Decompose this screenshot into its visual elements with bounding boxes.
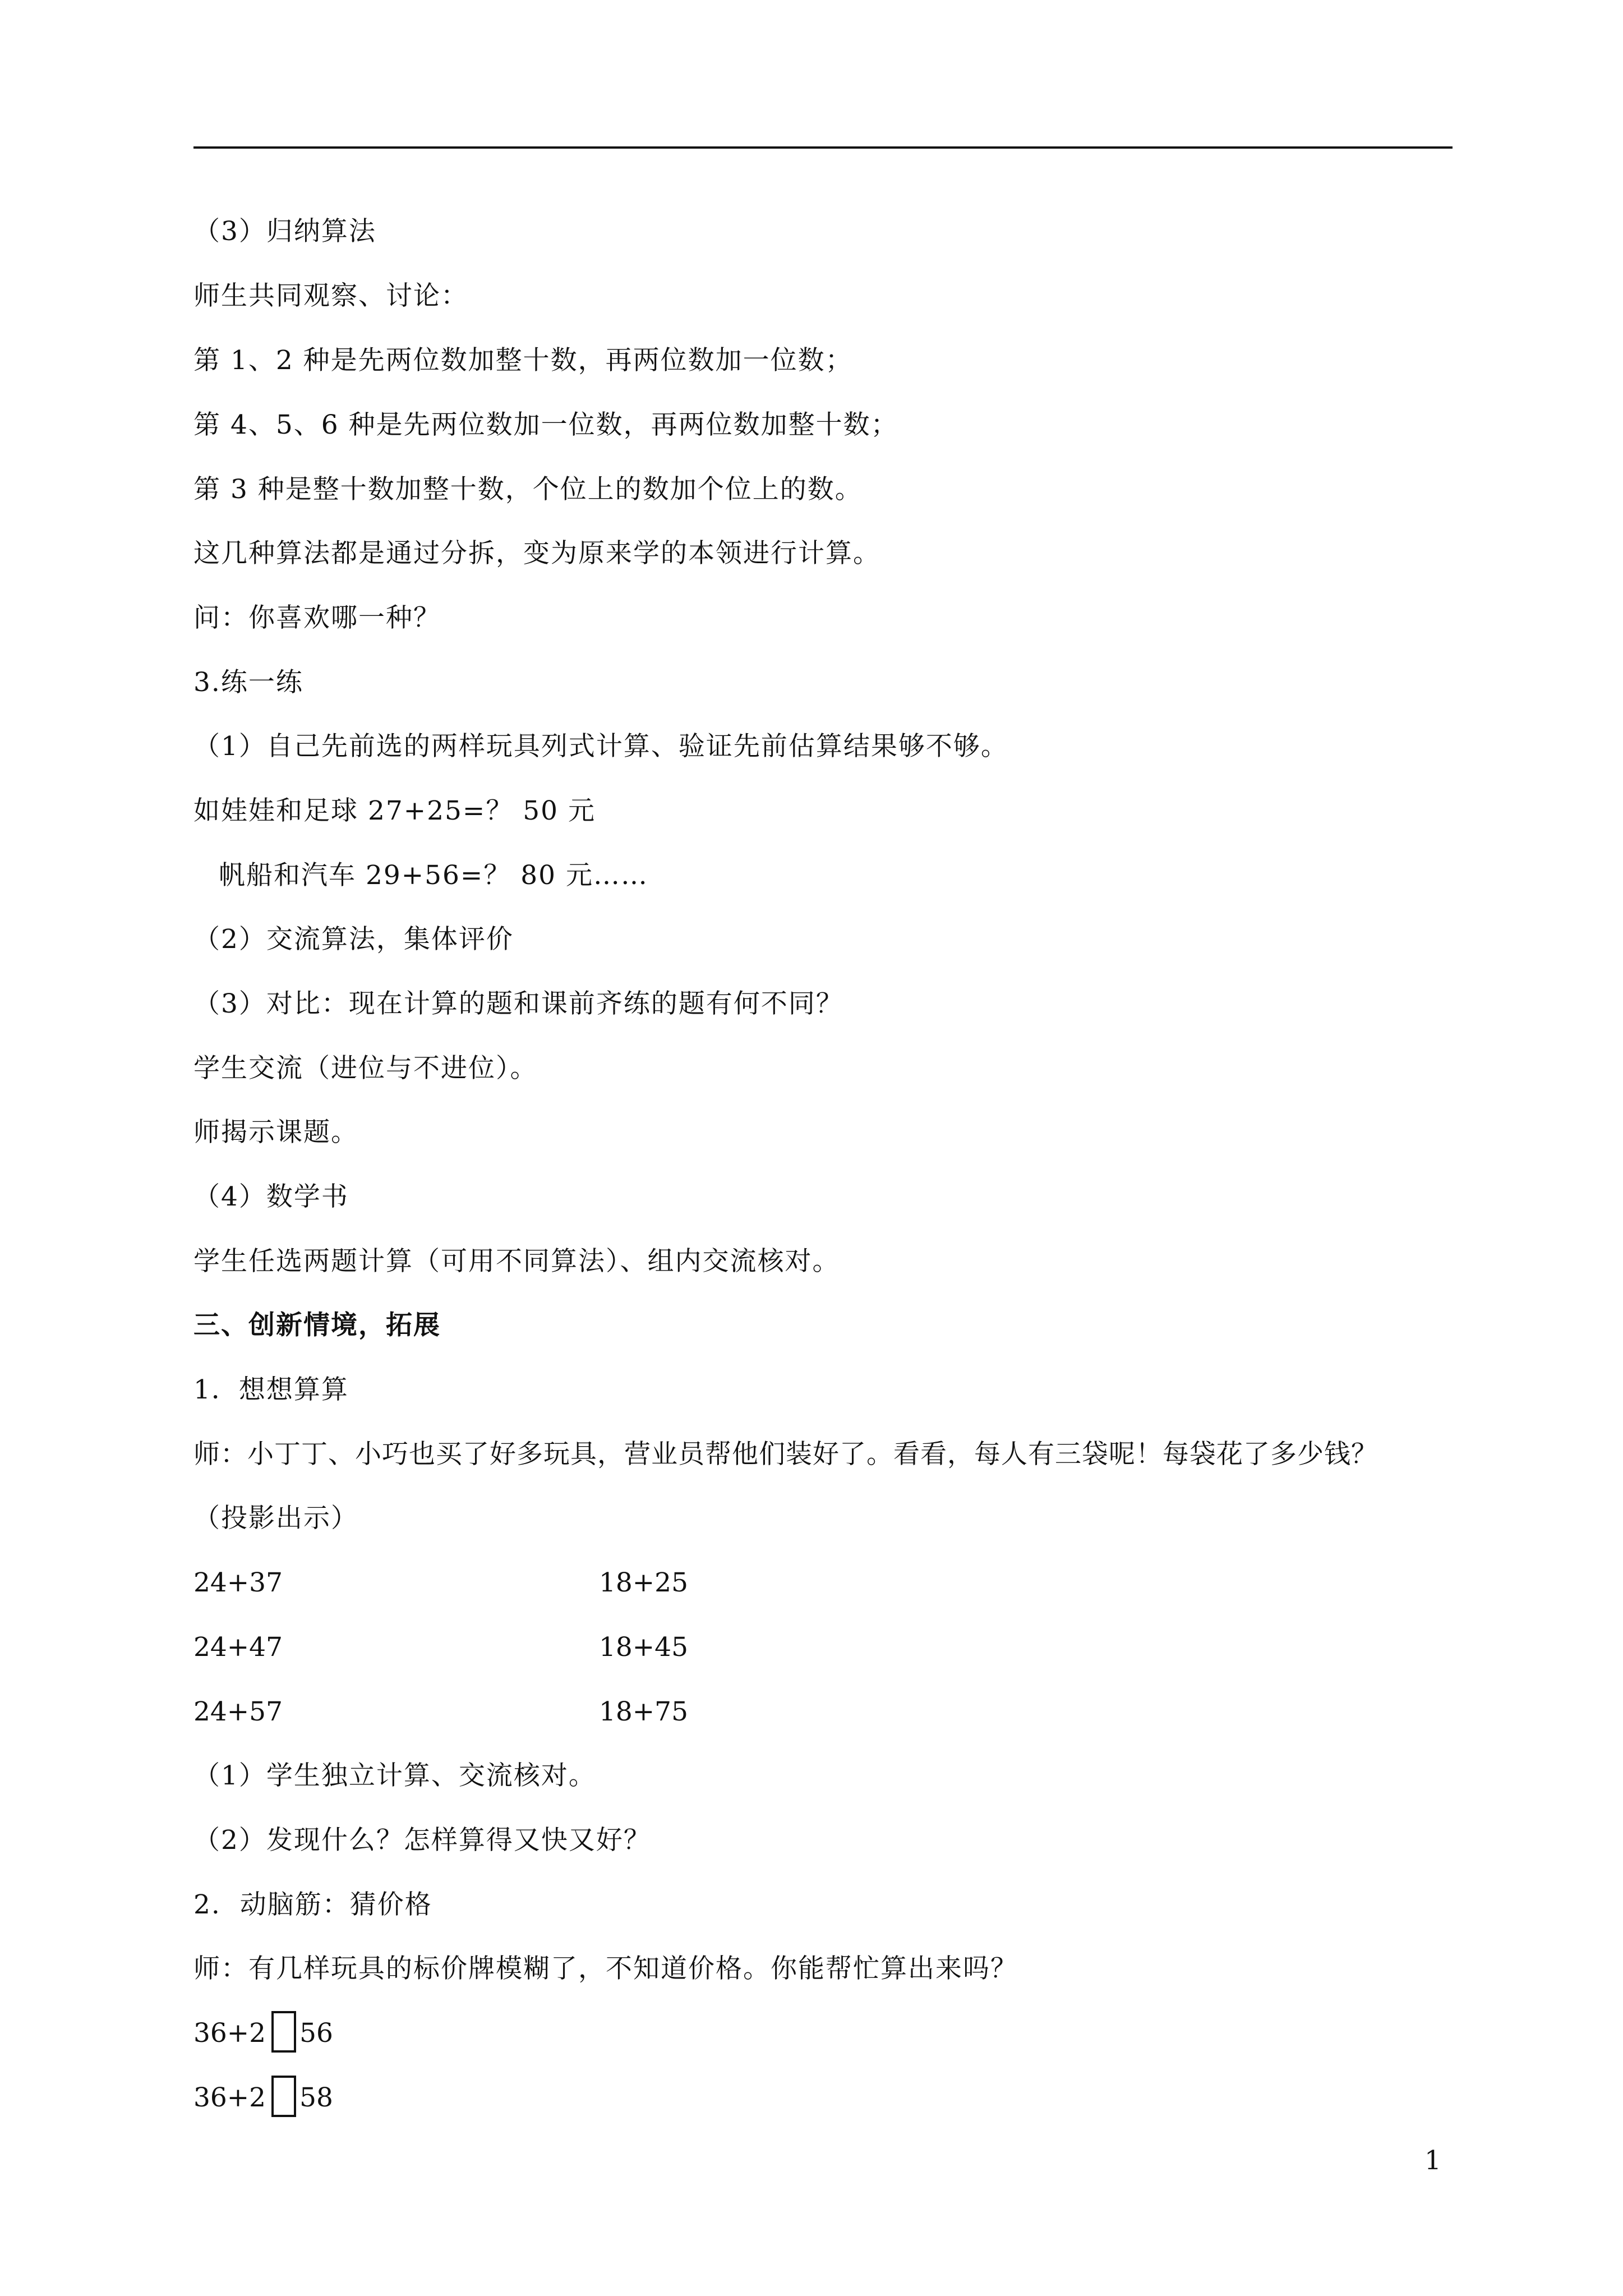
paragraph: 师生共同观察、讨论： [193, 280, 468, 311]
step-summarize-heading: （3）归纳算法 [193, 216, 376, 247]
paragraph: 师：有几样玩具的标价牌模糊了，不知道价格。你能帮忙算出来吗？ [193, 1953, 1018, 1984]
paragraph: （4）数学书 [193, 1181, 349, 1212]
paragraph: （3）对比：现在计算的题和课前齐练的题有何不同？ [193, 988, 843, 1019]
page-number: 1 [1424, 2145, 1441, 2176]
guess-expression: 36+2 [193, 2082, 266, 2113]
guess-expression: 36+2 [193, 2018, 266, 2049]
paragraph: 学生任选两题计算（可用不同算法）、组内交流核对。 [193, 1246, 840, 1277]
header-rule [193, 146, 1453, 149]
subsection-heading: 2. 动脑筋：猜价格 [193, 1889, 432, 1920]
problem-left: 24+57 [193, 1696, 283, 1727]
problem-right: 18+45 [599, 1632, 688, 1663]
paragraph: 学生交流（进位与不进位）。 [193, 1053, 538, 1084]
guess-price-row [193, 2017, 333, 2053]
paragraph: 第 1、2 种是先两位数加整十数，再两位数加一位数； [193, 345, 853, 376]
paragraph: （1）自己先前选的两样玩具列式计算、验证先前估算结果够不够。 [193, 731, 1008, 762]
blank-box [271, 2076, 296, 2117]
subsection-heading: 1．想想算算 [193, 1374, 349, 1405]
guess-result: 56 [299, 2018, 333, 2049]
blank-box [271, 2011, 296, 2053]
paragraph: （2）交流算法，集体评价 [193, 924, 514, 955]
paragraph: 师：小丁丁、小巧也买了好多玩具，营业员帮他们装好了。看看，每人有三袋呢！每袋花了多少钱？ [193, 1439, 1378, 1470]
paragraph: 第 4、5、6 种是先两位数加一位数，再两位数加整十数； [193, 409, 898, 440]
paragraph: （2）发现什么？怎样算得又快又好？ [193, 1825, 651, 1856]
guess-price-row [193, 2081, 333, 2117]
problem-left: 24+37 [193, 1567, 283, 1598]
paragraph: 帆船和汽车 29+56=？ 80 元…… [219, 860, 648, 891]
problem-right: 18+25 [599, 1567, 688, 1598]
paragraph: （投影出示） [193, 1503, 358, 1534]
paragraph: 问：你喜欢哪一种？ [193, 602, 441, 633]
problem-left: 24+47 [193, 1632, 283, 1663]
guess-result: 58 [299, 2082, 333, 2113]
paragraph: 这几种算法都是通过分拆，变为原来学的本领进行计算。 [193, 538, 880, 569]
paragraph: 第 3 种是整十数加整十数，个位上的数加个位上的数。 [193, 474, 863, 505]
problem-right: 18+75 [599, 1696, 688, 1727]
section-heading: 三、创新情境，拓展 [193, 1310, 441, 1341]
exercise-heading: 3.练一练 [193, 667, 303, 698]
paragraph: 如娃娃和足球 27+25=？ 50 元 [193, 795, 596, 826]
paragraph: （1）学生独立计算、交流核对。 [193, 1760, 596, 1791]
paragraph: 师揭示课题。 [193, 1117, 358, 1148]
